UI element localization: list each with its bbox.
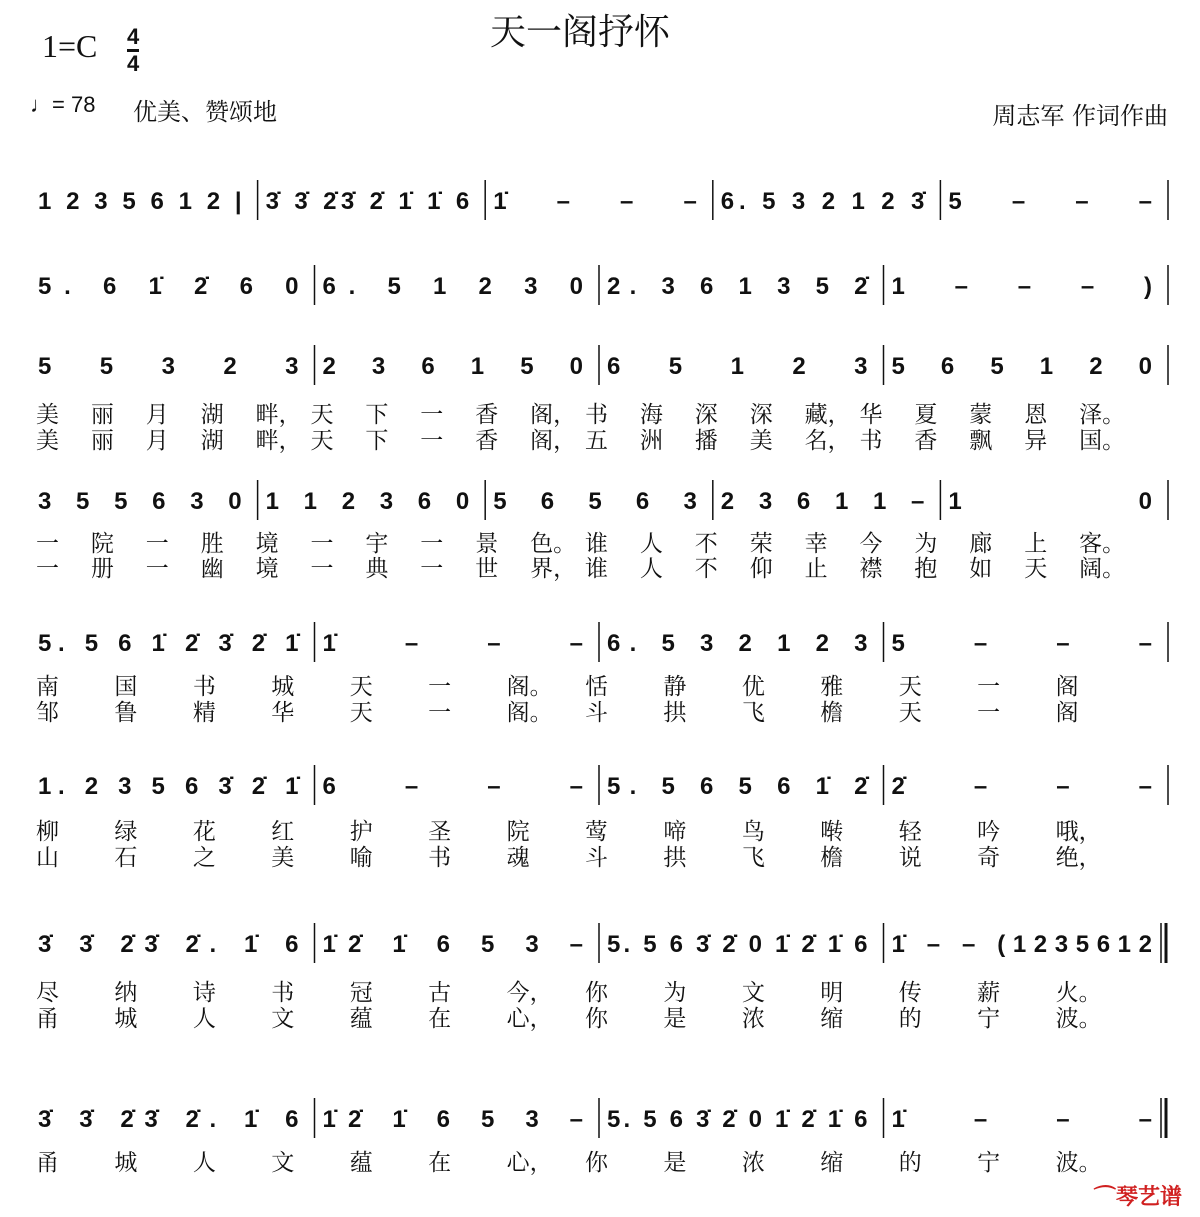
lyric-char: 泽。 bbox=[1079, 402, 1126, 428]
lyric-char: 册 bbox=[90, 556, 114, 582]
lyric-char: 一 bbox=[420, 556, 444, 582]
lyric-char: 华 bbox=[271, 700, 295, 726]
lyric-char: 一 bbox=[428, 674, 452, 700]
notation-measure-6-0: 3̇ 3̇ 2̇3̇ 2̇. 1̇ 6 bbox=[38, 931, 299, 958]
lyric-char: 尽 bbox=[36, 980, 59, 1006]
lyric-char: 海 bbox=[639, 402, 663, 428]
notation-measure-7-2: 5. 5 6 3̇ 2̇ 0 1̇ 2̇ 1̇ 6 bbox=[607, 1106, 868, 1133]
expression-marking: 优美、赞颂地 bbox=[133, 98, 277, 126]
notation-measure-3-4: 1 0 bbox=[948, 488, 1152, 515]
lyric-char: 火。 bbox=[1055, 980, 1102, 1006]
lyric-char: 院 bbox=[90, 531, 114, 557]
lyric-char: 阁 bbox=[1055, 674, 1079, 700]
lyric-char: 在 bbox=[428, 1006, 452, 1032]
lyric-char: 柳 bbox=[36, 819, 59, 845]
lyric-char: 书 bbox=[271, 980, 295, 1006]
lyric-char: 古 bbox=[428, 980, 452, 1006]
lyric-char: 波。 bbox=[1055, 1150, 1102, 1176]
lyric-char: 天 bbox=[1024, 556, 1048, 582]
lyric-char: 诗 bbox=[192, 980, 216, 1006]
lyric-char: 播 bbox=[694, 428, 718, 454]
notation-measure-7-1: 1̇2̇ 1̇ 6 5 3 – bbox=[322, 1106, 583, 1133]
lyric-char: 名， bbox=[804, 428, 851, 454]
lyric-char: 襟 bbox=[859, 556, 883, 582]
notation-measure-6-1: 1̇2̇ 1̇ 6 5 3 – bbox=[322, 931, 583, 958]
lyric-char: 一 bbox=[977, 674, 1001, 700]
lyric-char: 缩 bbox=[820, 1006, 844, 1032]
lyric-char: 护 bbox=[349, 819, 373, 845]
lyric-char: 轻 bbox=[898, 819, 922, 845]
lyric-char: 香 bbox=[914, 428, 938, 454]
lyric-char: 上 bbox=[1024, 531, 1048, 557]
lyric-char: 飘 bbox=[969, 428, 993, 454]
lyric-char: 月 bbox=[145, 428, 169, 454]
notation-measure-4-2: 6. 5 3 2 1 2 3 bbox=[607, 630, 868, 657]
notation-measure-0-3: 6. 5 3 2 1 2 3̇ bbox=[720, 188, 925, 215]
lyric-char: 深 bbox=[749, 402, 773, 428]
lyric-char: 喻 bbox=[349, 845, 373, 871]
lyric-char: 湖 bbox=[200, 428, 224, 454]
lyric-char: 一 bbox=[36, 531, 59, 557]
lyric-char: 魂 bbox=[506, 845, 530, 871]
lyric-char: 一 bbox=[420, 428, 444, 454]
lyric-char: 国。 bbox=[1079, 428, 1126, 454]
lyric-char: 院 bbox=[506, 819, 530, 845]
lyric-char: 啼 bbox=[663, 819, 687, 845]
lyric-char: 谁 bbox=[585, 531, 608, 557]
lyric-char: 丽 bbox=[90, 428, 114, 454]
lyric-char: 美 bbox=[36, 428, 59, 454]
notation-measure-5-3: 2̇ – – – bbox=[891, 773, 1152, 800]
time-signature-top: 4 bbox=[127, 24, 140, 49]
lyric-char: 今 bbox=[859, 531, 883, 557]
lyric-char: 是 bbox=[663, 1006, 687, 1032]
lyric-char: 邹 bbox=[36, 700, 59, 726]
lyric-char: 蒙 bbox=[969, 402, 993, 428]
lyric-char: 胜 bbox=[200, 531, 224, 557]
lyric-char: 南 bbox=[36, 674, 59, 700]
lyric-char: 香 bbox=[475, 402, 499, 428]
lyric-char: 甬 bbox=[36, 1006, 59, 1032]
lyric-char: 一 bbox=[428, 700, 452, 726]
tempo-marking: ♩= 78 bbox=[30, 92, 96, 117]
lyric-char: 畔， bbox=[255, 402, 302, 428]
lyric-char: 你 bbox=[585, 980, 608, 1006]
lyric-char: 书 bbox=[192, 674, 216, 700]
lyric-char: 城 bbox=[271, 674, 295, 700]
lyric-char: 斗 bbox=[585, 845, 608, 871]
notation-measure-0-2: 1̇ – – – bbox=[493, 188, 697, 215]
lyric-char: 今， bbox=[506, 980, 553, 1006]
lyric-char: 说 bbox=[898, 845, 922, 871]
lyric-char: 城 bbox=[114, 1006, 138, 1032]
lyric-char: 书 bbox=[859, 428, 883, 454]
lyric-char: 异 bbox=[1024, 428, 1048, 454]
lyric-char: 不 bbox=[694, 531, 718, 557]
notation-measure-1-3: 1 – – – ) bbox=[891, 273, 1152, 300]
notation-measure-0-1: 3̇ 3̇ 2̇3̇ 2̇ 1̇ 1̇ 6 bbox=[265, 188, 470, 215]
watermark-logo bbox=[1090, 1180, 1182, 1211]
lyric-char: 天 bbox=[349, 674, 373, 700]
lyric-char: 静 bbox=[663, 674, 687, 700]
notation-measure-2-1: 2 3 6 1 5 0 bbox=[322, 353, 583, 380]
lyric-char: 止 bbox=[804, 556, 828, 582]
lyric-char: 天 bbox=[349, 700, 373, 726]
lyric-char: 恩 bbox=[1024, 402, 1048, 428]
lyric-char: 绿 bbox=[114, 819, 138, 845]
lyric-char: 明 bbox=[820, 980, 844, 1006]
notation-measure-4-3: 5 – – – bbox=[891, 630, 1152, 657]
lyric-char: 阔。 bbox=[1079, 556, 1126, 582]
key-signature: 1=C bbox=[42, 28, 98, 64]
lyric-char: 缩 bbox=[820, 1150, 844, 1176]
lyric-char: 境 bbox=[255, 531, 279, 557]
lyric-char: 景 bbox=[475, 531, 499, 557]
lyric-char: 宁 bbox=[977, 1150, 1001, 1176]
lyric-char: 为 bbox=[663, 980, 687, 1006]
lyric-char: 檐 bbox=[820, 845, 844, 871]
lyric-char: 藏， bbox=[804, 402, 851, 428]
notation-measure-1-2: 2. 3 6 1 3 5 2̇ bbox=[607, 273, 868, 300]
lyric-char: 一 bbox=[420, 402, 444, 428]
lyric-char: 国 bbox=[114, 674, 138, 700]
lyric-char: 文 bbox=[741, 980, 765, 1006]
lyric-char: 的 bbox=[898, 1006, 922, 1032]
lyric-char: 斗 bbox=[585, 700, 608, 726]
notation-measure-4-1: 1̇ – – – bbox=[322, 630, 583, 657]
composer-credit: 周志军 作词作曲 bbox=[992, 102, 1168, 130]
lyric-char: 你 bbox=[585, 1006, 608, 1032]
lyric-char: 圣 bbox=[428, 819, 452, 845]
notation-measure-1-0: 5. 6 1̇ 2̇ 6 0 bbox=[38, 273, 299, 300]
notation-measure-6-3: 1̇ – – (1235612 bbox=[891, 931, 1152, 958]
lyric-char: 你 bbox=[585, 1150, 608, 1176]
lyric-char: 美 bbox=[749, 428, 773, 454]
lyric-char: 拱 bbox=[663, 845, 687, 871]
lyric-char: 城 bbox=[114, 1150, 138, 1176]
lyric-char: 书 bbox=[428, 845, 452, 871]
notation-measure-5-0: 1. 2 3 5 6 3̇ 2̇ 1̇ bbox=[38, 773, 299, 800]
lyric-char: 下 bbox=[365, 402, 389, 428]
lyric-char: 典 bbox=[365, 556, 389, 582]
lyric-char: 客。 bbox=[1079, 531, 1126, 557]
lyric-char: 不 bbox=[694, 556, 718, 582]
notation-measure-0-0: 1235612| bbox=[38, 188, 242, 215]
lyric-char: 为 bbox=[914, 531, 938, 557]
lyric-char: 宇 bbox=[365, 531, 389, 557]
lyric-char: 飞 bbox=[741, 700, 765, 726]
notation-measure-3-0: 3 5 5 6 3 0 bbox=[38, 488, 242, 515]
lyric-char: 花 bbox=[192, 819, 216, 845]
lyric-char: 抱 bbox=[914, 556, 938, 582]
lyric-char: 蕴 bbox=[349, 1150, 373, 1176]
notation-measure-2-0: 5 5 3 2 3 bbox=[38, 353, 299, 380]
lyric-char: 世 bbox=[475, 556, 499, 582]
lyric-char: 文 bbox=[271, 1150, 295, 1176]
lyric-char: 界， bbox=[530, 556, 577, 582]
lyric-char: 石 bbox=[114, 845, 138, 871]
notation-measure-3-3: 2 3 6 1 1 – bbox=[720, 488, 925, 515]
lyric-char: 廊 bbox=[969, 531, 993, 557]
lyric-char: 荣 bbox=[749, 531, 773, 557]
lyric-char: 文 bbox=[271, 1006, 295, 1032]
notation-measure-3-2: 5 6 5 6 3 bbox=[493, 488, 697, 515]
watermark-text: 琴艺谱 bbox=[1115, 1185, 1182, 1210]
lyric-char: 一 bbox=[310, 531, 334, 557]
lyric-char: 华 bbox=[859, 402, 883, 428]
lyric-char: 哦， bbox=[1055, 819, 1102, 845]
lyric-char: 绝， bbox=[1055, 845, 1102, 871]
lyric-char: 一 bbox=[420, 531, 444, 557]
lyric-char: 五 bbox=[585, 428, 608, 454]
lyric-char: 啭 bbox=[820, 819, 844, 845]
lyric-char: 丽 bbox=[90, 402, 114, 428]
lyric-char: 书 bbox=[585, 402, 608, 428]
lyric-char: 一 bbox=[145, 556, 169, 582]
notation-measure-4-0: 5. 5 6 1̇ 2̇ 3̇ 2̇ 1̇ bbox=[38, 630, 299, 657]
time-signature-bottom: 4 bbox=[127, 51, 140, 76]
lyric-char: 一 bbox=[36, 556, 59, 582]
lyric-char: 境 bbox=[255, 556, 279, 582]
lyric-char: 美 bbox=[271, 845, 295, 871]
notation-measure-6-2: 5. 5 6 3̇ 2̇ 0 1̇ 2̇ 1̇ 6 bbox=[607, 931, 868, 958]
lyric-char: 之 bbox=[192, 845, 216, 871]
lyric-char: 谁 bbox=[585, 556, 608, 582]
lyric-char: 夏 bbox=[914, 402, 938, 428]
lyric-char: 甬 bbox=[36, 1150, 59, 1176]
lyric-char: 阁， bbox=[530, 428, 577, 454]
lyric-char: 仰 bbox=[749, 556, 773, 582]
lyric-char: 幽 bbox=[200, 556, 224, 582]
lyric-char: 人 bbox=[639, 531, 663, 557]
lyric-char: 色。 bbox=[530, 531, 577, 557]
lyric-char: 阁， bbox=[530, 402, 577, 428]
notation-measure-7-3: 1̇ – – – bbox=[891, 1106, 1152, 1133]
lyric-char: 鸟 bbox=[741, 819, 765, 845]
lyric-char: 阁。 bbox=[506, 674, 553, 700]
lyric-char: 一 bbox=[145, 531, 169, 557]
lyric-char: 湖 bbox=[200, 402, 224, 428]
lyric-char: 天 bbox=[310, 428, 334, 454]
lyric-char: 幸 bbox=[804, 531, 828, 557]
lyric-char: 一 bbox=[310, 556, 334, 582]
lyric-char: 美 bbox=[36, 402, 59, 428]
lyric-char: 阁。 bbox=[506, 700, 553, 726]
lyric-char: 檐 bbox=[820, 700, 844, 726]
lyric-char: 精 bbox=[192, 700, 216, 726]
notation-measure-5-1: 6 – – – bbox=[322, 773, 583, 800]
lyric-char: 畔， bbox=[255, 428, 302, 454]
song-title: 天一阁抒怀 bbox=[489, 12, 670, 53]
lyric-char: 阁 bbox=[1055, 700, 1079, 726]
notation-measure-2-3: 5 6 5 1 2 0 bbox=[891, 353, 1152, 380]
lyric-char: 天 bbox=[898, 674, 922, 700]
lyric-char: 飞 bbox=[741, 845, 765, 871]
notation-measure-0-4: 5 – – – bbox=[948, 188, 1152, 215]
lyric-char: 恬 bbox=[585, 674, 608, 700]
lyric-char: 心， bbox=[506, 1006, 553, 1032]
lyric-char: 浓 bbox=[741, 1006, 765, 1032]
notation-measure-2-2: 6 5 1 2 3 bbox=[607, 353, 868, 380]
lyric-char: 鲁 bbox=[114, 700, 138, 726]
lyric-char: 心， bbox=[506, 1150, 553, 1176]
lyric-char: 洲 bbox=[639, 428, 663, 454]
notation-measure-7-0: 3̇ 3̇ 2̇3̇ 2̇. 1̇ 6 bbox=[38, 1106, 299, 1133]
lyric-char: 一 bbox=[977, 700, 1001, 726]
lyric-char: 宁 bbox=[977, 1006, 1001, 1032]
lyric-char: 纳 bbox=[114, 980, 138, 1006]
notation-measure-3-1: 1 1 2 3 6 0 bbox=[265, 488, 470, 515]
logo-icon: ⌒ bbox=[1089, 1185, 1112, 1210]
lyric-char: 人 bbox=[639, 556, 663, 582]
lyric-char: 雅 bbox=[820, 674, 844, 700]
lyric-char: 如 bbox=[969, 556, 993, 582]
lyric-char: 天 bbox=[898, 700, 922, 726]
lyric-char: 香 bbox=[475, 428, 499, 454]
lyric-char: 人 bbox=[192, 1006, 216, 1032]
lyric-char: 深 bbox=[694, 402, 718, 428]
lyric-char: 浓 bbox=[741, 1150, 765, 1176]
lyric-char: 下 bbox=[365, 428, 389, 454]
lyric-char: 优 bbox=[741, 674, 765, 700]
lyric-char: 山 bbox=[36, 845, 59, 871]
lyric-char: 薪 bbox=[977, 980, 1001, 1006]
lyric-char: 波。 bbox=[1055, 1006, 1102, 1032]
notation-measure-5-2: 5. 5 6 5 6 1̇ 2̇ bbox=[607, 773, 868, 800]
lyric-char: 吟 bbox=[977, 819, 1001, 845]
lyric-char: 是 bbox=[663, 1150, 687, 1176]
lyric-char: 传 bbox=[898, 980, 922, 1006]
lyric-char: 人 bbox=[192, 1150, 216, 1176]
lyric-char: 天 bbox=[310, 402, 334, 428]
lyric-char: 蕴 bbox=[349, 1006, 373, 1032]
lyric-char: 冠 bbox=[349, 980, 373, 1006]
lyric-char: 月 bbox=[145, 402, 169, 428]
lyric-char: 拱 bbox=[663, 700, 687, 726]
lyric-char: 红 bbox=[271, 819, 295, 845]
lyric-char: 的 bbox=[898, 1150, 922, 1176]
lyric-char: 在 bbox=[428, 1150, 452, 1176]
lyric-char: 莺 bbox=[585, 819, 608, 845]
lyric-char: 奇 bbox=[977, 845, 1001, 871]
notation-measure-1-1: 6. 5 1 2 3 0 bbox=[322, 273, 583, 300]
